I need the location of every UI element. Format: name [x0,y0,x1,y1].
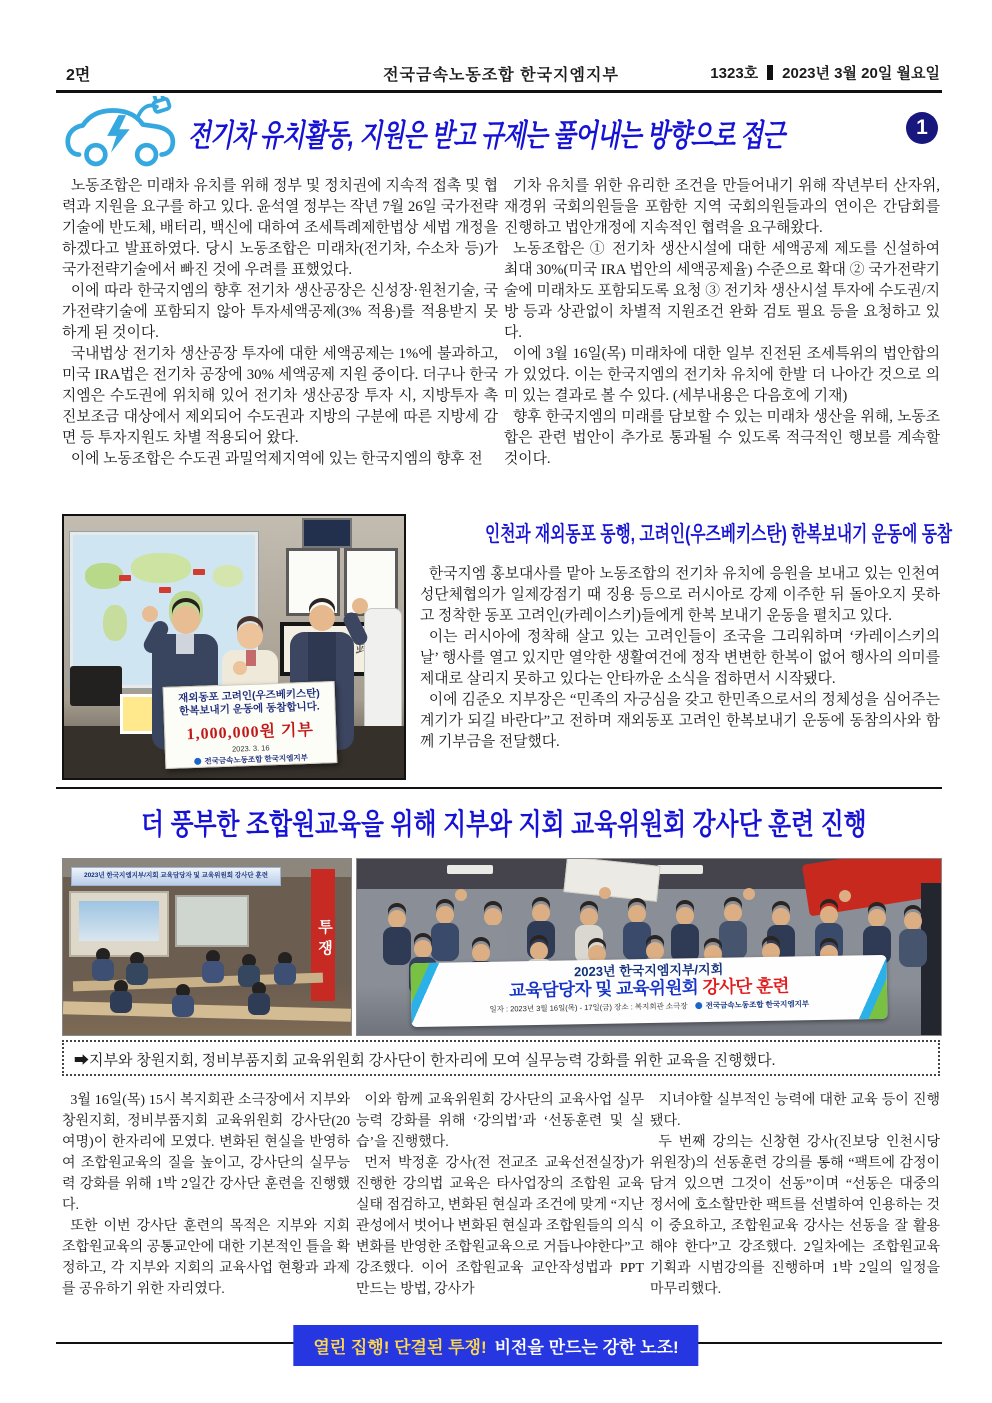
article1-header [62,96,940,170]
paragraph: 또한 이번 강사단 훈련의 목적은 지부와 지회 조합원교육의 공통교안에 대한 기본적인 틀을 확정하고, 각 지부와 지회의 교육사업 현황과 과제를 공유하기 위한 자리였다. [62,1219,350,1297]
section-rule [56,787,942,789]
training-banner [410,955,887,1027]
plug-icon [151,96,171,113]
banner-line2a: 교육담당자 및 교육위원회 [508,977,703,1001]
paragraph: 국내법상 전기차 생산공장 투자에 대한 세액공제는 1%에 불과하고, 미국 IRA법은 전기차 공장에 30% 세액공제 지원 중이다. 더구나 한국지엠은 수도권에 위치해 있어 전기차 생산공장 투자 시, 지방투자 촉진보조금 대상에서 제외되어 수도권과 지방의 구분에 따른 지방세 감면 등 투자지원도 차별 적용되어 왔다. [62,346,498,446]
issue-info [710,62,940,83]
paragraph: 이에 노동조합은 수도권 과밀억제지역에 있는 한국지엠의 향후 전 [70,451,483,467]
article1-column-2 [504,176,940,470]
slogan-part-2: 비전을 만드는 강한 노조! [494,1338,679,1357]
banner-date-place: 일자 : 2023년 3월 16일(목) - 17일(금) 장소 : 복지회관 소극장 [489,1001,688,1014]
paragraph: 이는 러시아에 정착해 살고 있는 고려인들이 조국을 그리워하며 ‘카레이스키의 날’ 행사를 열고 있지만 열악한 생활여건에 정작 변변한 한복이 없어 행사의 의미를 제대로 살리지 못하고 있다는 안타까운 소식을 접하면서 시작됐다. [420,629,940,687]
sign-org-text: 전국금속노동조합 한국지엠지부 [204,753,309,766]
classroom-banner: 2023년 한국지엠지부/지회 교육담당자 및 교육위원회 강사단 훈련 [71,867,281,886]
ev-car-icon [64,96,186,170]
union-logo-icon [696,1002,703,1009]
donation-sign [163,681,338,769]
banner-decoration [852,955,887,1020]
seated-people [63,859,351,1035]
paragraph: 이에 3월 16일(목) 미래차에 대한 일부 진전된 조세특위의 법안합의가 있었다. 이는 한국지엠의 전기차 유치에 한발 더 나아간 것으로 의미 있는 결과로 볼 수 있다. (세부내용은 다음호에 기재) [504,346,940,404]
paragraph: 노동조합은 ① 전기차 생산시설에 대한 세액공제 제도를 신설하여 최대 30%(미국 IRA 법안의 세액공제율) 수준으로 확대 ② 국가전략기술에 미래차도 포함되도록 요청 ③ 전기차 생산시설 투자에 수도권/지방 등과 상관없이 차별적 지원조건 완화 검토 필요 등을 요청하고 있다. [504,241,940,341]
sign-line1: 재외동포 고려인(우즈베키스탄) [177,687,321,705]
lightning-icon [107,115,130,153]
article3-column-2 [356,1090,644,1300]
donation-photo [62,514,406,780]
page-header [62,62,940,86]
article1-number-badge: 1 [906,112,938,144]
paragraph: 3월 16일(목) 15시 복지회관 소극장에서 지부와 창원지회, 정비부품지회 교육위원회 강사단(20여명)이 한자리에 모였다. 변화된 현실을 반영하여 조합원교육의 질을 높이고, 강사단의 실무능력 강화를 위해 1박 2일간 강사단 훈련을 진행했다. [62,1093,350,1213]
paragraph: 먼저 박정훈 강사(전 전교조 교육선전실장)가 진행한 강의법 교육은 타사업장의 조합원 교육 실태 점검하고, 변화된 현실과 조건에 맞게 “지난 관성에서 벗어나 변화된 현실과 조합원들의 의식 변화를 반영한 조합원교육으로 거듭나야한다”고 강조했다. 이어 조합원교육 교안작성법과 PPT 만드는 방법, 강사가 [356,1156,644,1297]
paragraph: 한국지엠 홍보대사를 맡아 노동조합의 전기차 유치에 응원을 보내고 있는 인천여성단체협의가 일제강점기 때 징용 등으로 러시아로 강제 이주한 뒤 돌아오지 못하고 정착한 동포 고려인(카레이스키)들에게 한복 보내기 운동을 펼치고 있다. [420,566,940,624]
footer-slogan [293,1325,698,1366]
paragraph: 이와 함께 교육위원회 강사단의 교육사업 실무능력 강화를 위해 ‘강의법’과 ‘선동훈련 및 실습’을 진행했다. [356,1093,644,1150]
article2-title: 인천과 재외동포 동행, 고려인(우즈베키스탄) 한복보내기 운동에 동참 [485,523,953,546]
sign-amount: 1,000,000원 기부 [186,721,315,744]
article3-title: 더 풍부한 조합원교육을 위해 지부와 지회 교육위원회 강사단 훈련 진행 [141,809,867,841]
article3-column-3 [650,1090,940,1300]
article3-photos [62,858,940,1034]
banner-line2b: 강사단 훈련 [702,975,790,998]
divider-bar [767,65,773,80]
page-number: 2면 [66,67,91,84]
article1-column-1 [62,176,498,470]
banner-org [696,999,810,1010]
paragraph: 지녀야할 실부적인 능력에 대한 교육 등이 진행됐다. [650,1093,940,1129]
classroom-photo [62,858,352,1036]
paragraph: 향후 한국지엠의 미래를 담보할 수 있는 미래차 생산을 위해, 노동조합은 관련 법안이 추가로 통과될 수 있도록 적극적인 행보를 계속할 것이다. [504,409,940,467]
paragraph: 이에 김준오 지부장은 “민족의 자긍심을 갖고 한민족으로서의 정체성을 심어주는 계기가 되길 바란다”고 전하며 재외동포 고려인 한복보내기 운동에 동참의사와 함께 기부금을 전달했다. [420,692,940,750]
struggle-banner: 투쟁 [311,869,335,1001]
article2-text [420,512,953,753]
issue-number: 1323호 [710,65,759,82]
paragraph: 기차 유치를 위한 유리한 조건을 만들어내기 위해 작년부터 산자위, 재경위 국회의원들을 포함한 지역 국회의원들과의 연이은 간담회를 진행하고 법안개정에 지속적인 협력을 요구해왔다. [504,178,940,236]
article2 [62,512,953,784]
photo-caption: ➡지부와 창원지회, 정비부품지회 교육위원회 강사단이 한자리에 모여 실무능력 강화를 위한 교육을 진행했다. [62,1040,940,1076]
banner-org-text: 전국금속노동조합 한국지엠지부 [705,999,810,1011]
header-rule [56,90,942,93]
slogan-part-1: 열린 집행! 단결된 투쟁! [313,1338,487,1357]
article1-title: 전기차 유치활동, 지원은 받고 규제는 풀어내는 방향으로 접근 [188,118,785,153]
union-logo-icon [194,758,201,765]
sign-line2: 한복보내기 운동에 동참합니다. [178,700,320,718]
group-photo [356,858,942,1036]
issue-date: 2023년 3월 20일 월요일 [782,65,940,82]
article3-column-1 [62,1090,350,1300]
paragraph: 두 번째 강의는 신창현 강사(진보당 인천시당 위원장)의 선동훈련 강의를 통해 “팩트에 감정이 담겨 있으면 그것이 선동”이며 “선동은 대중의 정서에 호소할만한 팩트를 선별하여 인용하는 것이 중요하고, 조합원교육 강사는 선동을 잘 활용해야 한다”고 강조했다. 2일차에는 조합원교육 기획과 시범강의를 진행하며 1박 2일의 일정을 마무리했다. [650,1135,940,1297]
paragraph: 노동조합은 미래차 유치를 위해 정부 및 정치권에 지속적 접촉 및 협력과 지원을 요구를 하고 있다. 윤석열 정부는 작년 7월 26일 국가전략기술에 반도체, 배터리, 백신에 대하여 조세특례제한법상 세법 개정을 하겠다고 발표하였다. 당시 노동조합은 미래차(전기차, 수소차 등)가 국가전략기술에서 빠진 것에 우려를 표했었다. [62,178,498,278]
masthead: 전국금속노동조합 한국지엠지부 [383,67,619,84]
sign-date: 2023. 3. 16 [231,743,270,754]
banner-line1: 2023년 한국지엠지부/지회 [573,961,724,980]
banner-decoration [410,963,445,1028]
paragraph: 이에 따라 한국지엠의 향후 전기차 생산공장은 신성장·원천기술, 국가전략기술에 포함되지 않아 투자세액공제(3% 적용)를 적용받지 못하게 된 것이다. [62,283,498,341]
